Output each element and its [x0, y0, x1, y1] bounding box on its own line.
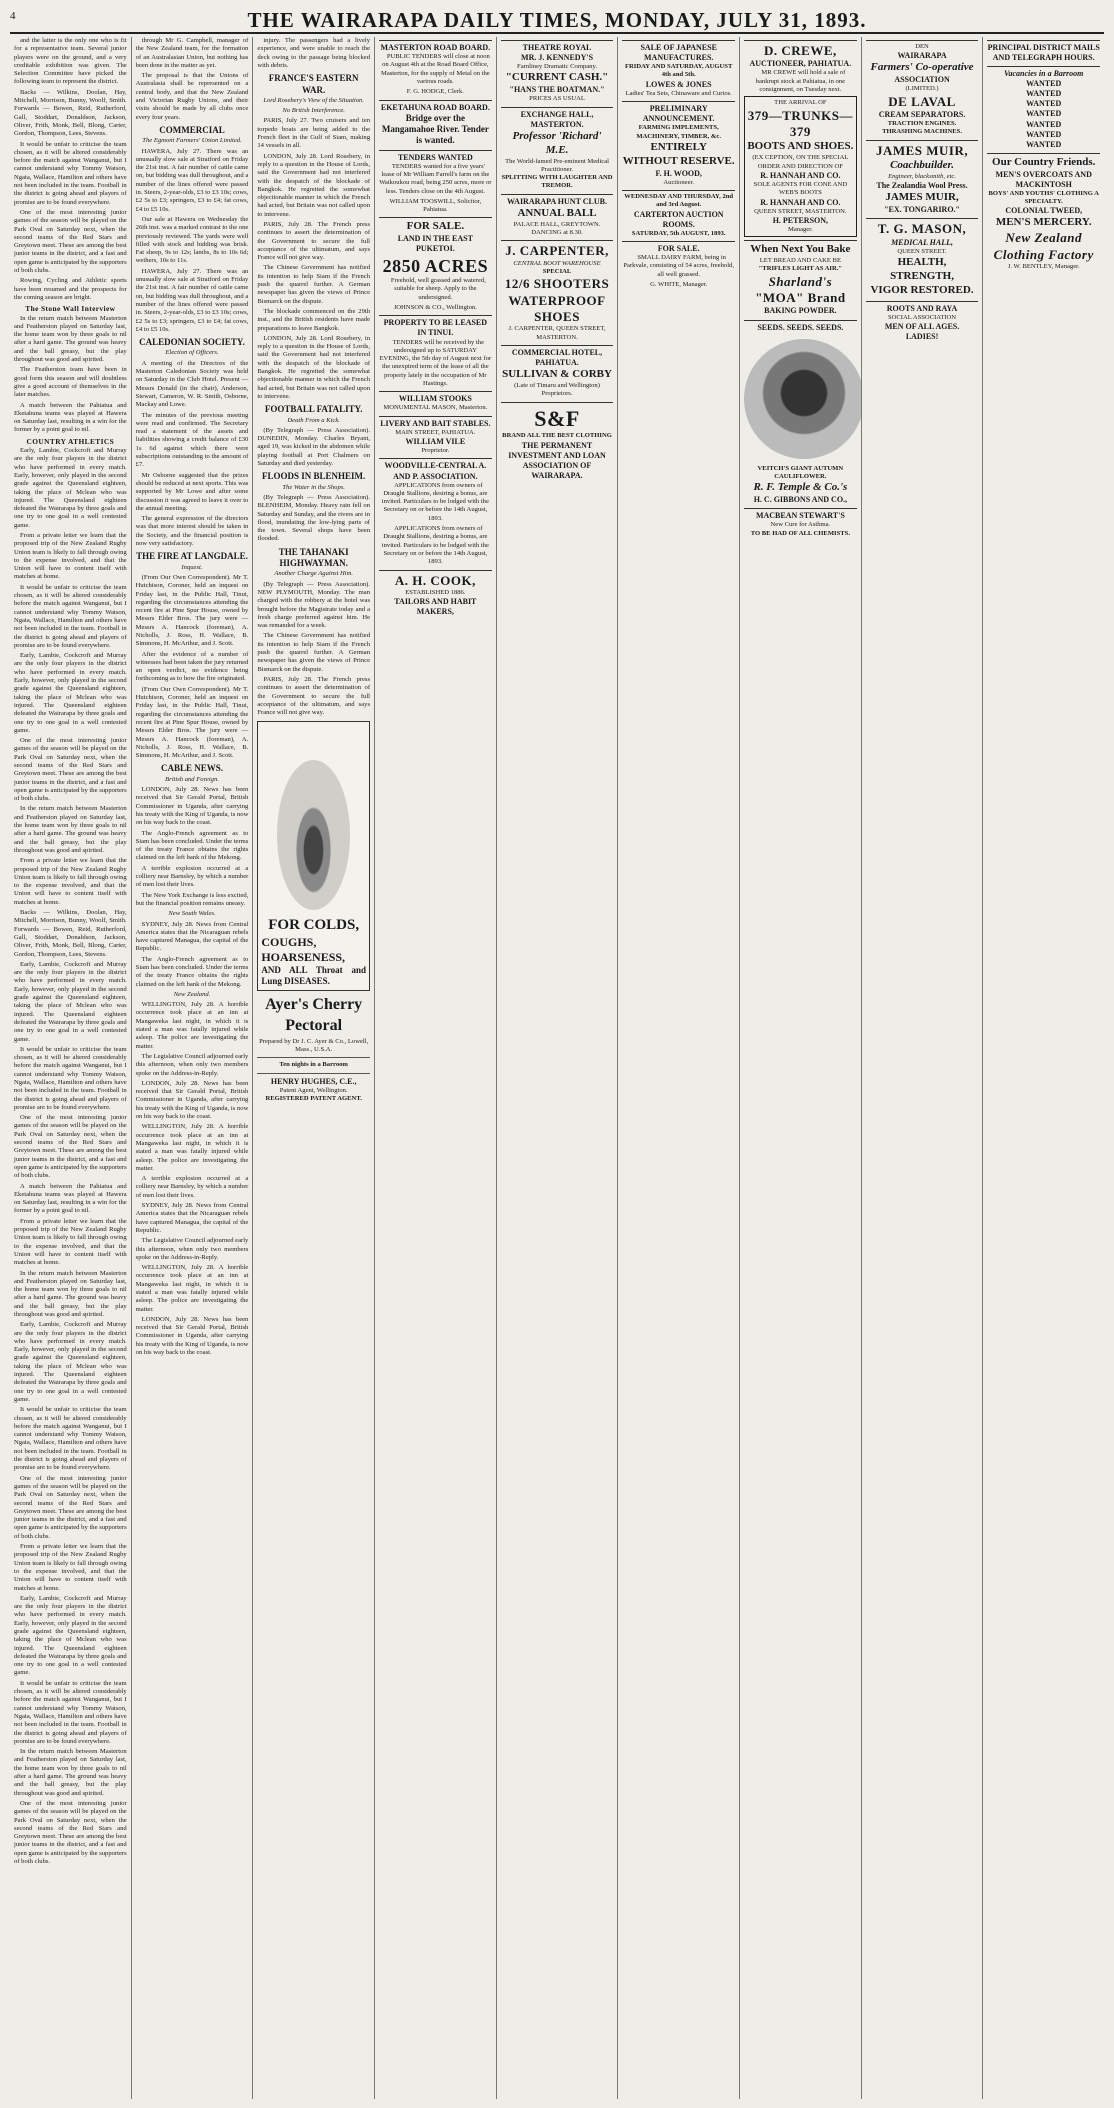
section-subheading: The Water in the Shops. [282, 483, 345, 491]
advertisement [379, 570, 492, 618]
article-text: through Mr G. Campbell, manager of the New Zealand team, for the formation of an Australasian Union, but nothing has been done in the matter as yet. [135, 37, 249, 69]
ad-headline: ANNUAL BALL [517, 206, 597, 219]
ad-headline: Professor 'Richard' M.E. [512, 129, 602, 156]
ad-headline: LOWES & JONES [645, 79, 712, 89]
article-text: The general expression of the directors was that more interest should be taken in the Society, and the financial position is now very satisfactory. [135, 515, 249, 547]
article-text: The Legislative Council adjourned early this afternoon, when only two members spoke on the Address-in-Reply. [135, 1237, 249, 1261]
article-text: The proposal is that the Unions of Australasia shall be represented on a central body, and that the New Zealand and Victorian Rugby Unions, and their visits should be made by all clubs once every four years. [135, 72, 249, 121]
section-heading: The Stone Wall Interview [25, 304, 116, 314]
advertisement [866, 140, 979, 216]
advertisement [501, 345, 614, 399]
column-4 [374, 37, 496, 2099]
article-text: The Chinese Government has notified its intention to help Siam if the French push the quarrel further. A German newspaper has given the views of Prince Bismarck on the dispute. [257, 264, 371, 305]
ad-text: Ladies' Tea Sets, Chinaware and Curios. [625, 89, 732, 97]
article-text: LONDON, July 28. Lord Rosebery, in reply to a question in the House of Lords, said the Government had not interfered with the despatch of the blockade of Bangkok. He regretted the somewhat objectionable manner in which the French had acted, but Britain was not called upon to intervene. [257, 334, 371, 400]
ad-text: (EX CEPTION, ON THE SPECIAL ORDER AND DIRECTION OF [752, 154, 849, 170]
article-text: WELLINGTON, July 28. A horrible occurrence took place at an inn at Mangaweka last night, in which it is stated a man was fatally injured while asleep. The police are investigating the matter. [135, 1001, 249, 1050]
ad-text: TENDERS will be received by the undersigned up to SATURDAY EVENING, the 5th day of August next for the unexpired term of the lease of all the property lately in the occupation of Mr Hastings. [379, 338, 492, 387]
advertisement [622, 101, 735, 187]
ad-headline: WANTED [1026, 129, 1062, 139]
ad-headline: Farmers' Co-operative [870, 61, 974, 74]
divider [257, 1057, 370, 1058]
ad-signature: WILLIAM TOOSWILL, Solicitor, Pahiatua. [389, 197, 482, 214]
ad-text: THE ARRIVAL OF [774, 99, 827, 107]
ad-headline: AUCTIONEER, PAHIATUA. [749, 59, 852, 69]
column-6 [617, 37, 739, 2099]
ad-headline: When Next You Bake [750, 243, 851, 256]
article-text: SYDNEY, July 28. News from Central America states that the Nicaraguan rebels have captured Managua, the capital of the Republic. [135, 1202, 249, 1234]
ad-text: Prepared by Dr J. C. Ayer & Co., Lowell, Mass., U.S.A. [259, 1037, 369, 1054]
ad-headline: TAILORS AND HABIT MAKERS, [394, 597, 477, 617]
section-heading: FLOODS IN BLENHEIM. [262, 471, 366, 482]
section-heading: THE TAHANAKI HIGHWAYMAN. [278, 546, 349, 569]
ad-text: Engineer, blacksmith, etc. [888, 172, 956, 180]
ad-signature: F. G. HODGE, Clerk. [406, 88, 464, 96]
article-text: Early, Lambie, Cockcroft and Murray are the only four players in the district who have performed in every match. Early, however, only played in the second grade against the Queensland eighteen, taking the place of Mclean who was injured. The Queensland eighteen defeated the Wairarapa by three goals and one try to one goal in a well contested game. [14, 652, 127, 734]
ad-headline: MEN'S MERCERY. [995, 216, 1092, 229]
ad-headline: "EX. TONGARIRO." [884, 205, 960, 215]
ad-headline: MEN OF ALL AGES. [884, 321, 960, 331]
advertisement [379, 315, 492, 388]
article-text: In the return match between Masterton and Featherston played on Saturday last, the home team won by three goals to nil after a hard game. The ground was heavy and the ball greasy, but the play throughout was good and spirited. [14, 1269, 127, 1318]
article-text: Early, Lambie, Cockcroft and Murray are the only four players in the district who have performed in every match. Early, however, only played in the second grade against the Queensland eighteen, taking the place of Mclean who was injured. The Queensland eighteen defeated the Wairarapa by three goals and one try to one goal in a well contested game. [14, 1594, 127, 1677]
ad-title: T. G. MASON, [877, 221, 967, 237]
advertisement [501, 240, 614, 342]
ad-headline: R. HANNAH AND CO. [760, 170, 841, 180]
article-text: From a private letter we learn that the proposed trip of the New Zealand Rugby Union team is likely to fall through owing to the expense involved, and that the Union will have to content itself with matches at home. [14, 857, 127, 906]
section-subheading: British and Foreign. [165, 775, 219, 783]
article-text: A meeting of the Directors of the Masterton Caledonian Society was held on Saturday in the Club Hotel. Present — Messrs Donald (in the chair), Anderson, Stewart, Cameron, W. R. Smith, Osborne, Mackay and Lowe. [135, 359, 249, 409]
ad-text: BOYS' AND YOUTHS' CLOTHING A SPECIALTY. [988, 189, 1099, 206]
ad-headline: WANTED [1026, 99, 1062, 109]
cauliflower-illustration [744, 339, 861, 459]
ad-headline: THE PERMANENT INVESTMENT AND LOAN ASSOCIATION OF WAIRARAPA. [508, 440, 606, 480]
ad-title: WOODVILLE-CENTRAL A. AND P. ASSOCIATION. [384, 461, 487, 481]
ad-title: LIVERY AND BAIT STABLES. [380, 418, 491, 428]
advertisement [622, 40, 735, 98]
column-2 [131, 37, 253, 2099]
ad-signature: F. H. WOOD, [655, 168, 702, 178]
ad-title: ROOTS AND RAYA [886, 303, 958, 313]
ad-headline: WANTED [1026, 79, 1062, 89]
article-text: LONDON, July 28. Lord Rosebery, in reply to a question in the House of Lords, said the Government had not interfered with the despatch of the blockade of Bangkok. He regretted the somewhat objectionable manner in which the French had acted, but Britain was not called upon to intervene. [257, 152, 371, 218]
ad-title: PROPERTY TO BE LEASED IN TINUI. [383, 318, 488, 338]
section-heading: FRANCE'S EASTERN WAR. [268, 73, 359, 95]
advertisement [987, 40, 1100, 63]
ad-text: THRASHING MACHINES. [882, 128, 962, 136]
ad-text: Ten nights in a Barroom [279, 1061, 348, 1069]
ad-title: Ayer's Cherry Pectoral [265, 996, 363, 1034]
ad-text: MR CREWE will hold a sale of bankrupt stock at Pahiatua, in one consignment, on Tuesday next. [755, 69, 846, 94]
ad-text: SOCIAL ASSOCIATION [887, 313, 957, 321]
ad-signature: H. PETERSON, [772, 215, 829, 225]
ad-text: SMALL DAIRY FARM, being in Parkvale, consisting of 54 acres, freehold, all well grassed. [623, 254, 734, 278]
cough-medicine-advertisement [257, 721, 370, 991]
article-text: PARIS, July 27. Two cruisers and ten torpedo boats are being added to the French fleet in the Gulf of Siam, making 14 vessels in all. [257, 117, 371, 150]
article-text: WELLINGTON, July 28. A horrible occurrence took place at an inn at Mangaweka last night, in which it is stated a man was fatally injured while asleep. The police are investigating the matter. [135, 1123, 249, 1172]
section-subheading: Another Charge Against Him. [274, 570, 354, 578]
ad-headline: "HANS THE BOATMAN." [509, 85, 605, 95]
ad-text: MAIN STREET, PAHIATUA. [395, 428, 476, 436]
article-text: From a private letter we learn that the proposed trip of the New Zealand Rugby Union team is likely to fall through owing to the expense involved, and that the Union will have to content itself with matches at home. [14, 531, 127, 581]
ad-title: FOR SALE. [657, 244, 700, 254]
ad-headline: WANTED [1026, 139, 1062, 149]
ad-text: SPLITTING WITH LAUGHTER AND TREMOR. [501, 174, 613, 190]
ad-text: TRACTION ENGINES. [887, 120, 957, 128]
ad-headline: WANTED [1026, 89, 1062, 99]
article-text: HAWERA, July 27. There was an unusually slow sale at Stratford on Friday the 21st inst. A fair number of cattle came on, but bidding was dull throughout, and a number of the lines offered were passed in. Steers, 2-year-olds, £3 to £3 10s; cows, £2 5s to £3; springers, £3 to £4; fat cows, £4 to £5 10s. [135, 147, 249, 213]
article-text: The Chinese Government has notified its intention to help Siam if the French push the quarrel further. A German newspaper has given the views of Prince Bismarck on the dispute. [257, 632, 371, 673]
article-text: LONDON, July 28. News has been received that Sir Gerald Portal, British Commissioner in Uganda, after carrying his treaty with the King of Uganda, is now on his way back to the coast. [135, 786, 249, 827]
article-text: LONDON, July 28. News has been received that Sir Gerald Portal, British Commissioner in Uganda, after carrying his treaty with the King of Uganda, is now on his way back to the coast. [135, 1079, 249, 1121]
advertisement [744, 240, 857, 316]
ad-title: Our Country Friends. [992, 155, 1096, 168]
ad-headline: The Zealandia Wool Press. [876, 181, 968, 191]
ad-headline: MR. J. KENNEDY'S [521, 53, 594, 63]
section-subheading: Inquest. [181, 563, 203, 571]
article-text: The minutes of the previous meeting were read and confirmed. The Secretary read a statement of the assets and liabilities showing a credit balance of £30 1s 6d against which there were subscriptions outstanding to the amount of £7. [135, 411, 249, 469]
article-text: It would be unfair to criticise the team chosen, as it will be altered considerably before the match against Wanganui, but I cannot understand why Tommy Watson, Ngata, Wallace, Hamilton and others have not been included in the team. Football in the district is going ahead and players of promise are to be found everywhere. [14, 1679, 127, 1745]
article-text: Backs — Wilkins, Doolan, Hay, Mitchell, Morrison, Bunny, Woolf, Smith. Forwards — Bowen, Reid, Rutherford, Gall, Stoddart, Donaldson, Jackson, Oliver, Frith, Monk, Bell, Blong, Carter, Gordon, Thompson, Lees, Stevens. [14, 88, 127, 138]
ad-title: D. CREWE, [763, 43, 837, 58]
article-text: It would be unfair to criticise the team chosen, as it will be altered considerably before the match against Wanganui, but I cannot understand why Tommy Watson, Ngata, Wallace, Hamilton and others have not been included in the team. Football in the district is going ahead and players of promise are to be found everywhere. [14, 1045, 127, 1111]
article-text: One of the most interesting junior games of the season will be played on the Park Oval on Saturday next, when the second teams of the Red Stars and Greytown meet. These are among the best junior teams in the district, and a fast and open game is anticipated by the supporters of both clubs. [14, 1114, 127, 1180]
article-text: (From Our Own Correspondent). Mr T. Hutchison, Coroner, held an inquest on Friday last, in the Public Hall, Tinui, regarding the circumstances attending the recent fire at Pine Spur House, owned by Messrs Elder Bros. The jury were — Messrs A. Hancock (foreman), A. Nicholls, J. Ross, H. Wallace, B. Simmons, H. McArthur, and J. Scott. [135, 573, 249, 648]
article-text: LONDON, July 28. News has been received that Sir Gerald Portal, British Commissioner in Uganda, after carrying his treaty with the King of Uganda, is now on his way back to the coast. [135, 1315, 249, 1357]
ad-headline: SULLIVAN & CORBY [502, 368, 612, 381]
article-text: SYDNEY, July 28. News from Central America states that the Nicaraguan rebels have captured Managua, the capital of the Republic. [135, 920, 249, 953]
advertisement [866, 218, 979, 297]
ad-headline: MEN'S OVERCOATS AND MACKINTOSH [995, 169, 1092, 189]
advertisement [866, 301, 979, 343]
ad-headline: WAIRARAPA [897, 51, 947, 61]
ad-headline: Bridge over the Mangamahoe River. Tender is wanted. [381, 112, 489, 146]
ad-text: Farnliney Dramatic Company. [517, 63, 597, 71]
ad-text: Manager. [788, 225, 813, 233]
advertisement [987, 66, 1100, 150]
ad-text: FRIDAY AND SATURDAY, AUGUST 4th and 5th. [625, 63, 733, 79]
ad-headline: Coachbuilder. [890, 159, 954, 172]
article-text: One of the most interesting junior games of the season will be played on the Park Oval on Saturday next, when the second teams of the Red Stars and Greytown meet. These are among the best junior teams in the district, and a fast and open game is anticipated by the supporters of both clubs. [14, 1474, 127, 1540]
ad-text: WEDNESDAY AND THURSDAY, 2nd and 3rd August. [624, 192, 734, 209]
ad-headline: BOOTS AND SHOES. [747, 140, 854, 153]
article-text: It would be unfair to criticise the team chosen, as it will be altered considerably before the match against Wanganui, but I cannot understand why Tommy Watson, Ngata, Wallace, Hamilton and others have not been included in the team. Football in the district is going ahead and players of promise are to be found everywhere. [14, 583, 127, 649]
ad-title: MACBEAN STEWART'S [755, 511, 845, 521]
article-text: Rowing, Cycling and Athletic sports have been resumed and the prospects for the coming season are bright. [14, 277, 127, 301]
article-text: In the return match between Masterton and Featherston played on Saturday last, the home team won by three goals to nil after a hard game. The ground was heavy and the ball greasy, but the play throughout was good and spirited. [14, 1748, 127, 1797]
article-text: One of the most interesting junior games of the season will be played on the Park Oval on Saturday next, when the second teams of the Red Stars and Greytown meet. These are among the best junior teams in the district, and a fast and open game is anticipated by the supporters of both clubs. [14, 208, 127, 275]
masthead [10, 8, 1104, 34]
section-subheading: The Egmont Farmers' Union Limited. [142, 137, 242, 145]
ad-headline: CREAM SEPARATORS. [878, 109, 966, 119]
ad-title: S&F [534, 405, 580, 431]
article-text: One of the most interesting junior games of the season will be played on the Park Oval on Saturday next, when the second teams of the Red Stars and Greytown meet. These are among the best junior teams in the district, and a fast and open game is anticipated by the supporters of both clubs. [14, 737, 127, 803]
article-text: A terrible explosion occurred at a colliery near Barnsley, by which a number of men lost their lives. [135, 864, 249, 889]
ad-title: SALE OF JAPANESE MANUFACTURES. [640, 43, 717, 63]
ad-text: (LIMITED.) [905, 85, 939, 93]
ad-title: THEATRE ROYAL [522, 43, 592, 52]
article-text: PARIS, July 28. The French press continues to assert the determination of the Government to secure the full acceptance of the ultimatum, and says France will not give way. [257, 675, 371, 717]
article-text: Mr Osborne suggested that the prizes should be reduced at next sports. This was supported by Mr Lowe and after some discussion it was agreed to leave it over to the annual meeting. [135, 471, 249, 512]
section-heading: CALEDONIAN SOCIETY. [139, 337, 245, 348]
column-1 [10, 37, 131, 2099]
ad-title: WAIRARAPA HUNT CLUB. [507, 196, 607, 206]
article-text: HAWERA, July 27. There was an unusually slow sale at Stratford on Friday the 21st inst. A fair number of cattle came on, but bidding was dull throughout, and a number of the lines offered were passed in. Steers, 2-year-olds, £3 to £3 10s; cows, £2 5s to £3; springers, £3 to £4; fat cows, £4 to £5 10s. [135, 267, 249, 333]
ad-headline: FOR COLDS, [268, 916, 360, 933]
ad-text: VEITCH'S GIANT AUTUMN CAULIFLOWER. [757, 464, 844, 480]
advertisement [501, 194, 614, 238]
ad-text: New Cure for Asthma. [770, 521, 831, 529]
article-text: Our sale at Hawera on Wednesday the 26th inst. was a marked contrast to the one previously reviewed. The yards were well filled with stock and bidding was brisk. Fat sheep, 9s to 12s; lambs, 8s to 10s 6d; wethers, 10s to 11s. [135, 215, 249, 265]
section-subheading: No British Interference. [282, 107, 345, 115]
ad-signature: G. WHITE, Manager. [650, 280, 708, 288]
article-text: From a private letter we learn that the proposed trip of the New Zealand Rugby Union team is likely to fall through owing to the expense involved, and that the Union will have to content itself with matches at home. [14, 1217, 127, 1267]
newspaper-title: THE WAIRARAPA DAILY TIMES, MONDAY, JULY 31, 1893. [247, 8, 867, 32]
page-number: 4 [10, 10, 16, 22]
article-text: A match between the Pahiatua and Eketahuna teams was played at Hawera on Saturday last, resulting in a win for the former by a point goal to nil. [14, 1182, 127, 1215]
section-heading: FOOTBALL FATALITY. [264, 404, 363, 415]
article-text: injury. The passengers had a lively experience, and were unable to reach the deck owing to the passage being blocked with debris. [257, 37, 371, 69]
ad-text: TO BE HAD OF ALL CHEMISTS. [750, 529, 851, 537]
ad-headline: R. HANNAH AND CO. [760, 197, 841, 207]
advertisement [744, 40, 857, 94]
advertisement [379, 100, 492, 147]
ad-headline: HEALTH, STRENGTH, [890, 255, 954, 282]
ad-headline: Sharland's [768, 273, 833, 289]
article-text: After the evidence of a number of witnesses had been taken the jury returned an open verdict, no evidence being forthcoming as to how the fire originated. [135, 650, 249, 683]
ad-text: MONUMENTAL MASON, Masterton. [383, 404, 488, 412]
advertisement [622, 190, 735, 238]
ad-text: PALACE HALL, GREYTOWN. [513, 220, 601, 228]
section-heading: COMMERCIAL [159, 124, 225, 135]
ad-title: FOR SALE. [406, 220, 465, 233]
section-subheading: Death From a Kick. [287, 416, 340, 424]
ad-title: JAMES MUIR, [875, 142, 969, 158]
columns [10, 37, 1104, 2099]
ad-headline: New Zealand [1005, 230, 1083, 246]
ad-headline: ASSOCIATION [894, 75, 950, 85]
column-9 [982, 37, 1104, 2099]
section-subheading: New South Wales. [168, 910, 216, 918]
ad-headline: 379—TRUNKS—379 [747, 107, 853, 140]
ad-title: PRELIMINARY ANNOUNCEMENT. [642, 104, 715, 124]
advertisement [501, 402, 614, 481]
section-heading: CABLE NEWS. [161, 763, 224, 774]
section-subheading: Lord Rosebery's View of the Situation. [263, 96, 365, 104]
advertisement [379, 40, 492, 97]
ad-headline: AND ALL Throat and Lung DISEASES. [261, 964, 367, 987]
column-3 [252, 37, 374, 2099]
ad-headline: 12/6 SHOOTERS WATERPROOF SHOES [504, 276, 610, 324]
article-text: It would be unfair to criticise the team chosen, as it will be altered considerably before the match against Wanganui, but I cannot understand why Tommy Watson, Ngata, Wallace, Hamilton and others have not been included in the team. Football in the district is going ahead and players of promise are to be found everywhere. [14, 1406, 127, 1472]
article-text: The Legislative Council adjourned early this afternoon, when only two members spoke on the Address-in-Reply. [135, 1052, 249, 1077]
ad-text: REGISTERED PATENT AGENT. [265, 1095, 362, 1103]
advertisement [501, 40, 614, 104]
ad-headline: JAMES MUIR, [885, 191, 959, 204]
article-text: One of the most interesting junior games of the season will be played on the Park Oval on Saturday next, when the second teams of the Red Stars and Greytown meet. These are among the best junior teams in the district, and a fast and open game is anticipated by the supporters of both clubs. [14, 1799, 127, 1865]
ad-title: PRINCIPAL DISTRICT MAILS AND TELEGRAPH HOURS. [987, 43, 1100, 63]
article-text: and the latter is the only one who is fit for a representative team. Several junior players were on the ground, and a very creditable exhibition was given. The Selection Committee have picked the following team to represent the district. [14, 37, 127, 86]
article-text: Early, Lambie, Cockcroft and Murray are the only four players in the district who have performed in every match. Early, however, only played in the second grade against the Queensland eighteen, taking the place of Mclean who was injured. The Queensland eighteen defeated the Wairarapa by three goals and one try to one goal in a well contested game. [14, 960, 127, 1043]
ad-headline: Clothing Factory [993, 246, 1094, 262]
ad-text: TENDERS wanted for a five years' lease of Mr William Farrell's farm on the Waikoukou road, being 250 acres, more or less. Tenders close on the 4th August. [379, 162, 492, 195]
ad-title: EKETAHUNA ROAD BOARD. [380, 102, 490, 112]
ad-title: J. CARPENTER, [505, 243, 609, 259]
advertisement [744, 96, 857, 237]
ad-title: Vacancies in a Barroom [1004, 69, 1084, 79]
article-text: The blockade commenced on the 29th inst., and the British residents have made preparations to leave Bangkok. [257, 307, 371, 332]
ad-title: MASTERTON ROAD BOARD. [380, 43, 491, 52]
article-text: The Featherston team have been in good form this season and will doubtless give a good account of themselves in the later matches. [14, 366, 127, 399]
article-text: Early, Lambie, Cockcroft and Murray are the only four players in the district who have performed in every match. Early, however, only played in the second grade against the Queensland eighteen, taking the place of Mclean who was injured. The Queensland eighteen defeated the Wairarapa by three goals and one try to one goal in a well contested game. [14, 447, 127, 529]
ad-text: LET BREAD AND CAKE BE [759, 257, 841, 265]
ad-text: SATURDAY, 5th AUGUST, 1893. [631, 229, 726, 237]
advertisement [379, 391, 492, 412]
ad-text: FARMING IMPLEMENTS, MACHINERY, TIMBER, &c. [636, 124, 721, 140]
article-text: WELLINGTON, July 28. A horrible occurrence took place at an inn at Mangaweka last night, in which it is stated a man was fatally injured while asleep. The police are investigating the matter. [135, 1264, 249, 1313]
ad-headline: COUGHS, HOARSENESS, [261, 934, 346, 964]
ad-headline: WANTED [1026, 119, 1062, 129]
ad-signature: WILLIAM VILE [405, 437, 466, 447]
ad-headline: VIGOR RESTORED. [870, 283, 974, 296]
advertisement [987, 153, 1100, 272]
ad-text: The World-famed Pre-eminent Medical Practitioner. [505, 157, 609, 173]
advertisement [744, 320, 857, 506]
ad-text: APPLICATIONS from owners of Draught Stallions, desiring a bonus, are invited. Particulars to be lodged with the Secretary on or before the 14th August, 1893. [381, 525, 489, 566]
ad-headline: "CURRENT CASH." [505, 71, 609, 84]
section-subheading: Election of Officers. [165, 349, 219, 357]
article-text: In the return match between Masterton and Featherston played on Saturday last, the home team won by three goals to nil after a hard game. The ground was heavy and the ball greasy, but the play throughout was good and spirited. [14, 805, 127, 854]
ad-text: "TRIFLES LIGHT AS AIR." [758, 265, 843, 273]
article-text: Backs — Wilkins, Doolan, Hay, Mitchell, Morrison, Bunny, Woolf, Smith. Forwards — Bowen, Reid, Rutherford, Gall, Stoddart, Donaldson, Jackson, Oliver, Frith, Monk, Bell, Blong, Carter, Gordon, Thompson, Lees, Stevens. [14, 909, 127, 958]
ad-headline: R. F. Temple & Co.'s [753, 481, 848, 494]
ad-text: (Late of Timaru and Wellington) Proprietors. [514, 381, 600, 398]
article-text: The New York Exchange is less excited, but the financial position remains uneasy. [135, 891, 249, 907]
ad-text: ESTABLISHED 1886. [405, 588, 466, 596]
ad-headline: LAND IN THE EAST PUKETOI. [397, 234, 473, 254]
ad-title: WILLIAM STOOKS [398, 394, 472, 404]
ad-title: EXCHANGE HALL, MASTERTON. [520, 109, 594, 129]
ad-headline: WANTED [1026, 109, 1062, 119]
ad-signature: JOHNSON & CO., Wellington. [393, 304, 477, 312]
ad-text: QUEEN STREET. [897, 247, 947, 255]
ad-signature: J. W. BENTLEY, Manager. [1007, 263, 1080, 271]
ad-headline: COLONIAL TWEED, [1005, 206, 1083, 216]
ad-headline: H. C. GIBBONS AND CO., [753, 495, 848, 505]
advertisement [379, 416, 492, 456]
advertisement [379, 458, 492, 566]
ad-headline: MEDICAL HALL, [891, 237, 953, 247]
ad-text: QUEEN STREET, MASTERTON. [754, 207, 847, 215]
ad-title: SEEDS. SEEDS. SEEDS. [757, 322, 844, 332]
column-8 [861, 37, 983, 2099]
article-text: PARIS, July 28. The French press continues to assert the determination of the Government to secure the full acceptance of the ultimatum, and says France will not give way. [257, 221, 371, 262]
ad-text: APPLICATIONS from owners of Draught Stallions, desiring a bonus, are invited. Particulars to be lodged with the Secretary on or before the 14th August, 1893. [381, 481, 489, 522]
advertisement [866, 40, 979, 137]
ad-text: SOLE AGENTS FOR CONE AND WEB'S BOOTS [753, 180, 848, 197]
ad-text: CENTRAL BOOT WAREHOUSE [513, 259, 601, 267]
ad-title: A. H. COOK, [394, 572, 476, 588]
article-text: It would be unfair to criticise the team chosen, as it will be altered considerably before the match against Wanganui, but I cannot understand why Tommy Watson, Ngata, Wallace, Hamilton and others have not been included in the team. Football in the district is going ahead and players of promise are to be found everywhere. [14, 140, 127, 206]
article-text: The Anglo-French agreement as to Siam has been concluded. Under the terms of the treaty France obtains the rights claimed on the left bank of the Mekong. [135, 829, 249, 862]
ad-text: BRAND ALL THE BEST CLOTHING [502, 432, 612, 440]
advertisement [379, 217, 492, 312]
ad-title: TENDERS WANTED [397, 152, 473, 162]
ad-title: COMMERCIAL HOTEL, PAHIATUA. [511, 347, 603, 368]
ad-headline: 2850 ACRES [382, 255, 489, 276]
article-text: Early, Lambie, Cockcroft and Murray are the only four players in the district who have performed in every match. Early, however, only played in the second grade against the Queensland eighteen, taking the place of Mclean who was injured. The Queensland eighteen defeated the Wairarapa by three goals and one try to one goal in a well contested game. [14, 1321, 127, 1403]
ad-title: CARTERTON AUCTION ROOMS. [633, 209, 724, 229]
ad-text: DEN [915, 43, 929, 50]
ad-headline: "MOA" Brand [755, 290, 846, 306]
ad-headline: ENTIRELY WITHOUT RESERVE. [622, 140, 735, 167]
article-text: A match between the Pahiatua and Eketahuna teams was played at Hawera on Saturday last, resulting in a win for the former by a point goal to nil. [14, 401, 127, 434]
advertisement-illustration [277, 760, 350, 910]
ad-text: Patent Agent, Wellington. [279, 1086, 348, 1094]
advertisement [379, 150, 492, 215]
article-text: From a private letter we learn that the proposed trip of the New Zealand Rugby Union team is likely to fall through owing to the expense involved, and that the Union will have to content itself with matches at home. [14, 1543, 127, 1592]
article-text: (By Telegraph — Press Association). NEW PLYMOUTH, Monday. The man charged with the robbery at the hotel was brought before the Magistrate today and a fresh charge preferred against him. He was remanded for a week. [257, 580, 371, 630]
advertisement [744, 508, 857, 538]
ad-text: Auctioneer. [663, 178, 694, 186]
divider [257, 1073, 370, 1074]
ad-text: DANCING at 8.30. [531, 228, 583, 236]
article-text: (By Telegraph — Press Association). BLENHEIM, Monday. Heavy rain fell on Saturday and Sunday, and the rivers are in flood, inundating the low-lying parts of the town. Several shops have been flooded. [257, 493, 371, 543]
ad-text: Freehold, well grassed and watered, suitable for sheep. Apply to the undersigned. [390, 277, 486, 301]
ad-headline: LADIES! [905, 331, 939, 341]
advertisement [501, 107, 614, 191]
ad-headline: BAKING POWDER. [764, 306, 837, 316]
article-text: (From Our Own Correspondent). Mr T. Hutchison, Coroner, held an inquest on Friday last, in the Public Hall, Tinui, regarding the circumstances attending the recent fire at Pine Spur House, owned by Messrs Elder Bros. The jury were — Messrs A. Hancock (foreman), A. Nicholls, J. Ross, H. Wallace, B. Simmons, H. McArthur, and J. Scott. [135, 685, 249, 760]
ad-headline: DE LAVAL [888, 93, 956, 109]
article-text: A terrible explosion occurred at a colliery near Barnsley, by which a number of men lost their lives. [135, 1175, 249, 1199]
ad-text: Proprietor. [421, 447, 450, 455]
article-text: (By Telegraph — Press Association). DUNEDIN, Monday. Charles Bryant, aged 19, was kicked in the abdomen while playing football at Port Chalmers on Saturday and died yesterday. [257, 426, 371, 468]
ad-signature: J. CARPENTER, QUEEN STREET, MASTERTON. [508, 325, 606, 341]
ad-text: SPECIAL [542, 267, 572, 275]
column-7 [739, 37, 861, 2099]
advertisement [622, 241, 735, 289]
article-text: The Anglo-French agreement as to Siam has been concluded. Under the terms of the treaty France obtains the rights claimed on the left bank of the Mekong. [135, 955, 249, 988]
section-heading: THE FIRE AT LANGDALE. [136, 551, 248, 562]
article-text: In the return match between Masterton and Featherston played on Saturday last, the home team won by three goals to nil after a hard game. The ground was heavy and the ball greasy, but the play throughout was good and spirited. [14, 314, 127, 364]
section-heading: COUNTRY ATHLETICS [26, 436, 115, 446]
ad-title: HENRY HUGHES, C.E., [270, 1076, 357, 1086]
ad-text: PRICES AS USUAL [529, 95, 585, 103]
column-5 [496, 37, 618, 2099]
ad-text: PUBLIC TENDERS will close at noon on August 4th at the Road Board Office, Masterton, for the supply of Metal on the various roads. [380, 53, 490, 85]
section-subheading: New Zealand. [173, 990, 211, 998]
